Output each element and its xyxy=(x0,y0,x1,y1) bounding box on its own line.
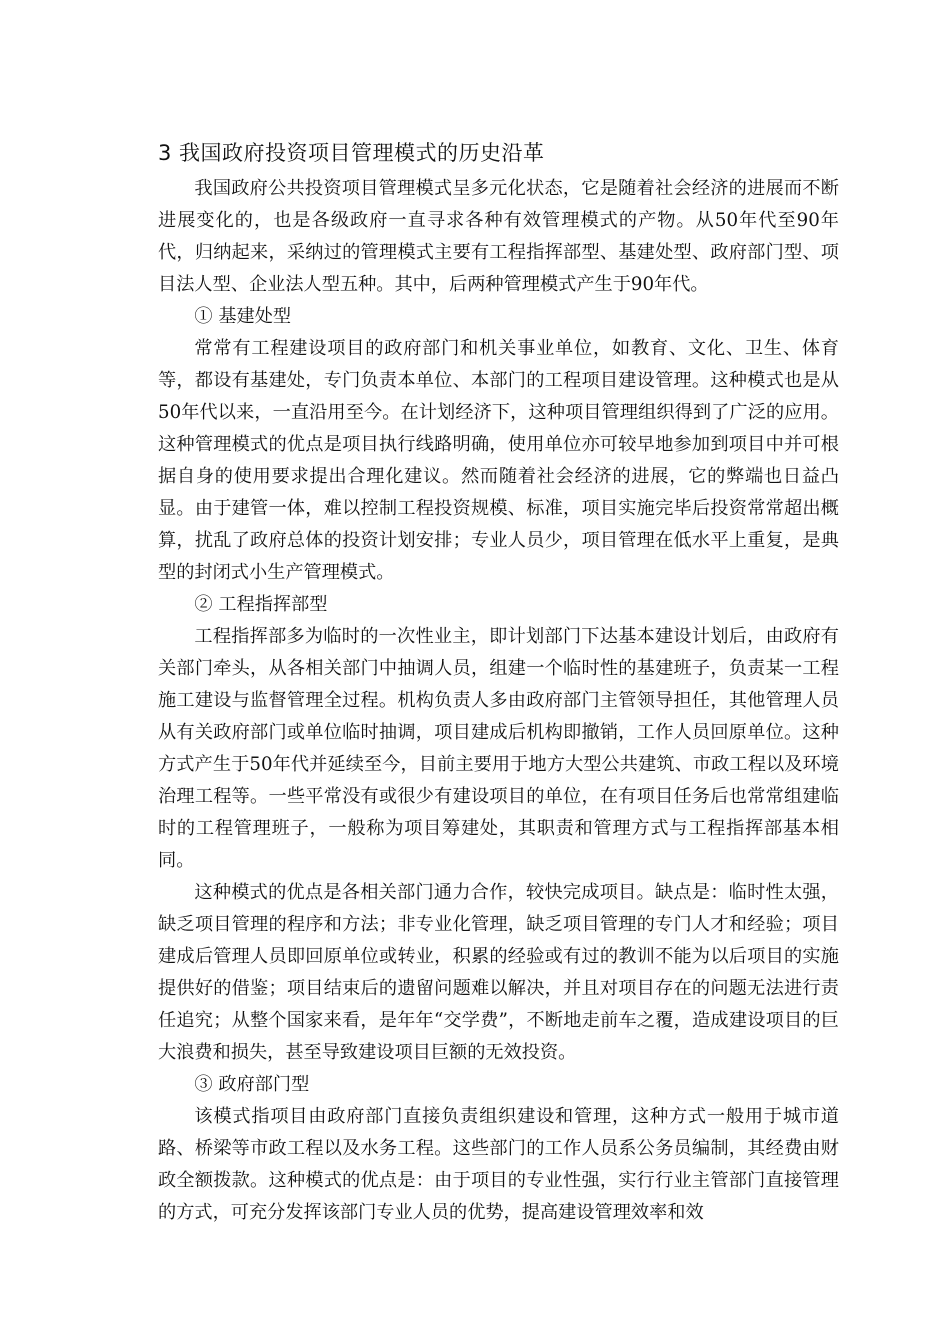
subsection-title-2: ② 工程指挥部型 xyxy=(194,594,328,615)
document-page xyxy=(158,136,839,1229)
intro-paragraph: 我国政府公共投资项目管理模式呈多元化状态，它是随着社会经济的进展而不断进展变化的，也是各级政府一直寻求各种有效管理模式的产物。从50年代至90年代，归纳起来，采纳过的管理模式主要有工程指挥部型、基建处型、政府部门型、项目法人型、企业法人型五种。其中，后两种管理模式产生于90年代。 xyxy=(158,178,839,295)
subsection-body-3: 该模式指项目由政府部门直接负责组织建设和管理，这种方式一般用于城市道路、桥梁等市政工程以及水务工程。这些部门的工作人员系公务员编制，其经费由财政全额拨款。这种模式的优点是：由于项目的专业性强，实行行业主管部门直接管理的方式，可充分发挥该部门专业人员的优势，提高建设管理效率和效 xyxy=(158,1106,839,1223)
subsection-body-2a: 工程指挥部多为临时的一次性业主，即计划部门下达基本建设计划后，由政府有关部门牵头，从各相关部门中抽调人员，组建一个临时性的基建班子，负责某一工程施工建设与监督管理全过程。机构负责人多由政府部门主管领导担任，其他管理人员从有关政府部门或单位临时抽调，项目建成后机构即撤销，工作人员回原单位。这种方式产生于50年代并延续至今，目前主要用于地方大型公共建筑、市政工程以及环境治理工程等。一些平常没有或很少有建设项目的单位，在有项目任务后也常常组建临时的工程管理班子，一般称为项目筹建处，其职责和管理方式与工程指挥部基本相同。 xyxy=(158,626,839,871)
subsection-title-3: ③ 政府部门型 xyxy=(194,1074,310,1095)
subsection-title-1: ① 基建处型 xyxy=(194,306,292,327)
subsection-body-1: 常常有工程建设项目的政府部门和机关事业单位，如教育、文化、卫生、体育等，都设有基建处，专门负责本单位、本部门的工程项目建设管理。这种模式也是从50年代以来，一直沿用至今。在计划经济下，这种项目管理组织得到了广泛的应用。这种管理模式的优点是项目执行线路明确，使用单位亦可较早地参加到项目中并可根据自身的使用要求提出合理化建议。然而随着社会经济的进展，它的弊端也日益凸显。由于建管一体，难以控制工程投资规模、标准，项目实施完毕后投资常常超出概算，扰乱了政府总体的投资计划安排；专业人员少，项目管理在低水平上重复，是典型的封闭式小生产管理模式。 xyxy=(158,338,839,583)
section-heading: 3 我国政府投资项目管理模式的历史沿革 xyxy=(158,141,545,165)
subsection-body-2b: 这种模式的优点是各相关部门通力合作，较快完成项目。缺点是：临时性太强，缺乏项目管理的程序和方法；非专业化管理，缺乏项目管理的专门人才和经验；项目建成后管理人员即回原单位或转业，积累的经验或有过的教训不能为以后项目的实施提供好的借鉴；项目结束后的遗留问题难以解决，并且对项目存在的问题无法进行责任追究；从整个国家来看，是年年“交学费”，不断地走前车之覆，造成建设项目的巨大浪费和损失，甚至导致建设项目巨额的无效投资。 xyxy=(158,882,839,1063)
